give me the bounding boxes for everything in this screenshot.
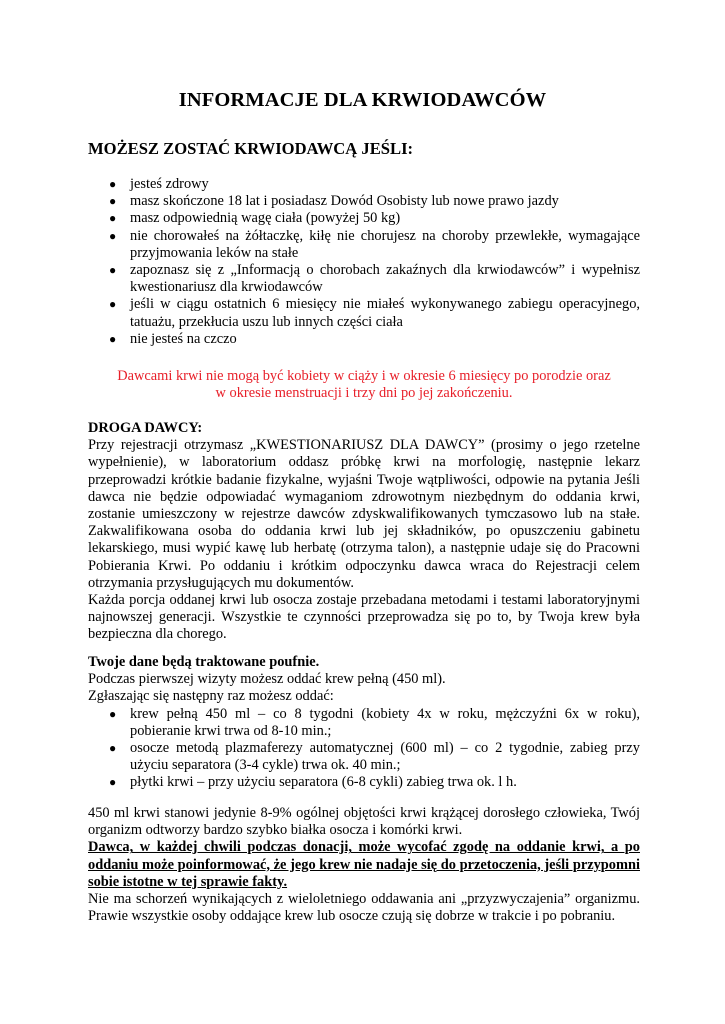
- donor-path-heading: DROGA DAWCY:: [88, 420, 203, 436]
- list-item-text: nie jesteś na czczo: [130, 330, 237, 347]
- bullet-icon: ●: [109, 297, 117, 312]
- list-item-text: jesteś zdrowy: [130, 176, 209, 192]
- list-item-text: krew pełną 450 ml – co 8 tygodni (kobiety 4x w roku, mężczyźni 6x w roku), pobieranie krwi trwa od 8-10 min.;: [130, 705, 640, 739]
- list-item: [88, 262, 640, 296]
- closing-paragraph: 450 ml krwi stanowi jedynie 8-9% ogólnej objętości krwi krążącej dorosłego człowieka, Twój organizm odtworzy bardzo szybko białka osocza i komórki krwi.: [88, 805, 640, 839]
- confidentiality-heading: Twoje dane będą traktowane poufnie.: [88, 654, 320, 670]
- list-item: [88, 774, 640, 791]
- list-item-text: nie chorowałeś na żółtaczkę, kiłę nie chorujesz na choroby przewlekłe, wymagające przyjmowania leków na stałe: [130, 227, 640, 261]
- donor-path-paragraph: Przy rejestracji otrzymasz „KWESTIONARIUSZ DLA DAWCY” (prosimy o jego rzetelne wypełnienie), w laboratorium oddasz próbkę krwi na morfologię, następnie lekarz przeprowadzi krótkie badanie fizykalne, wyjaśni Twoje wątpliwości, odpowie na pytania Jeśli dawca nie będzie odpowiadać wymaganiom zdrowotnym niezbędnym do oddania krwi, zostanie umieszczony w rejestrze dawców zdyskwalifikowanych tymczasowo lub na stałe. Zakwalifikowana osoba do oddania krwi lub jej składników, po opuszczeniu gabinetu lekarskiego, musi wypić kawę lub herbatę (otrzyma talon), a następnie udaje się do Pracowni Pobierania Krwi. Po oddaniu i krótkim odpoczynku dawca wraca do Rejestracji celem otrzymania przysługujących mu dokumentów.: [88, 437, 640, 591]
- list-item: [88, 193, 640, 210]
- bullet-icon: ●: [109, 706, 117, 721]
- eligibility-heading: MOŻESZ ZOSTAĆ KRWIODAWCĄ JEŚLI:: [88, 139, 414, 158]
- warning-note: [88, 368, 640, 402]
- list-item-text: zapoznasz się z „Informacją o chorobach zakaźnych dla krwiodawców” i wypełnisz kwestionariusz dla krwiodawców: [130, 262, 640, 296]
- list-item-text: masz odpowiednią wagę ciała (powyżej 50 kg): [130, 210, 401, 227]
- bullet-icon: ●: [109, 741, 117, 756]
- list-item: [88, 176, 640, 193]
- list-item: [88, 228, 640, 262]
- withdrawal-notice: Dawca, w każdej chwili podczas donacji, może wycofać zgodę na oddanie krwi, a po oddaniu może poinformować, że jego krew nie nadaje się do przetoczenia, jeśli przypomni sobie istotne w tej sprawie fakty.: [88, 839, 640, 890]
- list-item-text: płytki krwi – przy użyciu separatora (6-8 cykli) zabieg trwa ok. l h.: [130, 774, 517, 791]
- eligibility-list: [88, 176, 640, 348]
- donor-path-section: [88, 420, 640, 644]
- list-item-text: jeśli w ciągu ostatnich 6 miesięcy nie miałeś wykonywanego zabiegu operacyjnego, tatuażu, przekłucia uszu lub innych części ciała: [130, 296, 640, 330]
- first-visit-text: Podczas pierwszej wizyty możesz oddać krew pełną (450 ml).: [88, 671, 446, 688]
- donor-path-paragraph: Każda porcja oddanej krwi lub osocza zostaje przebadana metodami i testami laboratoryjnymi najnowszej generacji. Wszystkie te czynności przeprowadza się po to, by Twoja krew była bezpieczna dla chorego.: [88, 592, 640, 643]
- list-item: [88, 210, 640, 227]
- list-item: [88, 296, 640, 330]
- warning-line: Dawcami krwi nie mogą być kobiety w ciąży i w okresie 6 miesięcy po porodzie oraz: [117, 368, 611, 384]
- bullet-icon: ●: [109, 775, 117, 790]
- list-item-text: osocze metodą plazmaferezy automatycznej (600 ml) – co 2 tygodnie, zabieg przy użyciu separatora (3-4 cykle) trwa ok. 40 min.;: [130, 740, 640, 774]
- list-item-text: masz skończone 18 lat i posiadasz Dowód Osobisty lub nowe prawo jazdy: [130, 193, 559, 210]
- warning-line: w okresie menstruacji i trzy dni po jej zakończeniu.: [215, 385, 513, 402]
- bullet-icon: ●: [109, 177, 117, 191]
- bullet-icon: ●: [109, 194, 117, 209]
- bullet-icon: ●: [109, 263, 117, 278]
- list-item: [88, 331, 640, 348]
- donation-options-list: [88, 706, 640, 792]
- next-visit-text: Zgłaszając się następny raz możesz oddać:: [88, 688, 334, 705]
- document-title: INFORMACJE DLA KRWIODAWCÓW: [178, 89, 547, 111]
- bullet-icon: ●: [109, 331, 117, 346]
- bullet-icon: ●: [109, 228, 117, 243]
- closing-paragraph: Nie ma schorzeń wynikających z wieloletniego oddawania ani „przyzwyczajenia” organizmu. Prawie wszystkie osoby oddające krew lub osocze czują się dobrze w trakcie i po pobraniu.: [88, 891, 640, 925]
- closing-section: [88, 805, 640, 925]
- list-item: [88, 740, 640, 774]
- donation-options-section: [88, 654, 640, 792]
- bullet-icon: ●: [109, 211, 117, 226]
- list-item: [88, 706, 640, 740]
